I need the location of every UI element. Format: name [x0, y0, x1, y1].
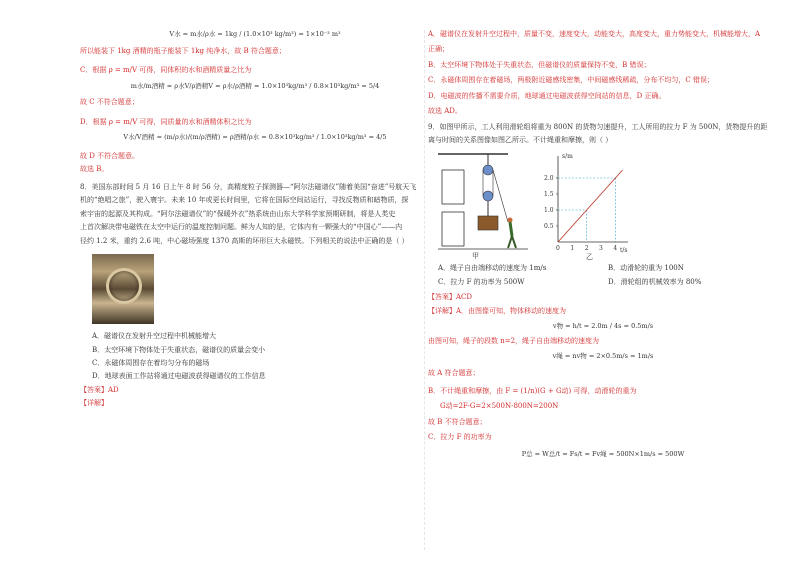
- equation-rope-speed: v绳 = nv物 = 2×0.5m/s = 1m/s: [552, 352, 654, 361]
- text-b-incorrect: 故 B 不符合题意；: [428, 417, 487, 426]
- q8-line-1: 8．美国东部时间 5 月 16 日上午 8 时 56 分，高精度粒子探测器—“阿尔法磁谱仪”随着美国“奋进”号航天飞: [80, 182, 417, 191]
- q8-line-3: 索宇宙的起源及其构成。“阿尔法磁谱仪”的“保暖外衣”热系统由山东大学科学家预期研制，将是人类史: [80, 209, 396, 218]
- right-column: [428, 30, 778, 459]
- equation-power: P总 = W总/t = Fs/t = Fv绳 = 500N×1m/s = 500W: [521, 450, 685, 459]
- text-d-head: D．根据 ρ = m/V 可得，同质量的水和酒精体积之比为: [80, 117, 252, 126]
- r-option-b: B．太空环境下物体处于失重状态，但磁谱仪的质量保持不变，B 错误；: [428, 60, 651, 69]
- x-tick-label: 2: [584, 244, 589, 252]
- text-a-correct: 故 A 符合题意；: [428, 369, 480, 378]
- y-axis-label: s/m: [562, 152, 573, 160]
- q8-option-c: C．永磁体周围存在着均匀分布的磁场: [92, 358, 210, 367]
- q9-line-2: 离与时间的关系图像如图乙所示。不计绳重和摩擦，则（ ）: [428, 136, 613, 145]
- answer-label: 【答案】AD: [80, 385, 119, 394]
- x-tick-label: 1: [570, 244, 575, 252]
- q8-line-2: 机的“绝唱之旅”，驶入寰宇。未来 10 年或更长时间里，它将在国际空间站运行，寻找反物质和暗物质，探: [80, 196, 409, 205]
- text-choose-b: 故选 B。: [80, 165, 109, 174]
- equation-water-volume: V水 = m水/ρ水 = 1kg / (1.0×10³ kg/m³) = 1×10⁻³ m³: [169, 30, 341, 38]
- r-option-d: D．电磁波的传播不需要介质，地球通过电磁波获得空间站的信息，D 正确。: [428, 91, 666, 100]
- q9-options: [438, 264, 778, 288]
- y-tick-label: 1.0: [544, 206, 554, 214]
- q8-option-a: A．磁谱仪在发射升空过程中机械能增大: [92, 332, 217, 341]
- text-b-head: B．不计绳重和摩擦，由 F = (1/n)(G + G动) 可得，动滑轮的重为: [428, 386, 637, 395]
- q9-option-d: D．滑轮组的机械效率为 80%: [608, 277, 702, 286]
- x-tick-label: 3: [599, 244, 603, 252]
- q8-option-d: D．地球表面工作站将通过电磁波获得磁谱仪的工作信息: [92, 372, 266, 381]
- x-tick-label: 4: [613, 244, 618, 252]
- pulley-system-figure: [438, 150, 528, 260]
- magnet-spectrometer-photo: [92, 254, 154, 324]
- explain-label: 【详解】: [80, 399, 108, 408]
- text-rope-segments: 由图可知，绳子的段数 n=2，绳子自由端移动的速度为: [428, 337, 600, 346]
- q8-line-4: 上首次解决带电磁铁在太空中运行的温度控制问题。鲜为人知的是，它体内有一颗强大的“中国心”——内: [80, 223, 403, 232]
- q9-option-c: C．拉力 F 的功率为 500W: [438, 277, 525, 286]
- x-tick-label: 0: [556, 244, 560, 252]
- y-tick-label: 0.5: [544, 222, 554, 230]
- figure-label-yi: 乙: [586, 252, 593, 260]
- y-tick-label: 2.0: [544, 174, 554, 182]
- text-d-conclusion: 故 D 不符合题意。: [80, 152, 140, 161]
- text-c-conclusion: 故 C 不符合题意；: [80, 98, 139, 107]
- q9-figures: [438, 150, 778, 260]
- r-option-c: C．永磁体周围存在着磁场，两极附近磁感线密集，中间磁感线稀疏，分布不均匀，C 错误；: [428, 76, 714, 85]
- q9-answer: 【答案】ACD: [428, 293, 473, 302]
- equation-object-speed: v物 = h/t = 2.0m / 4s = 0.5m/s: [552, 322, 654, 331]
- equation-pulley-weight: G动=2F-G=2×500N-800N=200N: [440, 402, 559, 411]
- equation-d-ratio: V水/V酒精 = (m/ρ水)/(m/ρ酒精) = ρ酒精/ρ水 = 0.8×10³kg/m³ / 1.0×10³kg/m³ = 4/5: [123, 133, 387, 142]
- r-option-a-cont: 正确；: [428, 45, 449, 54]
- distance-time-chart: [544, 150, 634, 260]
- y-tick-label: 1.5: [544, 190, 554, 198]
- q8-line-5: 径约 1.2 米，重约 2.6 吨，中心磁场强度 1370 高斯的环形巨大永磁铁。下列相关的说法中正确的是（ ）: [80, 236, 409, 245]
- q8-option-b: B．太空环境下物体处于失重状态，磁谱仪的质量会变小: [92, 345, 266, 354]
- r-choose-ad: 故选 AD。: [428, 107, 462, 116]
- equation-c-ratio: m水/m酒精 = ρ水V/ρ酒精V = ρ水/ρ酒精 = 1.0×10³kg/m³ / 0.8×10³kg/m³ = 5/4: [130, 81, 380, 90]
- q9-option-b: B．动滑轮的重为 100N: [608, 263, 684, 272]
- text-c-head: C．根据 ρ = m/V 可得，同体积的水和酒精质量之比为: [80, 66, 252, 75]
- series-line: [558, 170, 623, 242]
- r-option-a: A．磁谱仪在发射升空过程中，质量不变，速度变大，动能变大，高度变大，重力势能变大，机械能增大，A: [428, 30, 761, 38]
- q9-explain-a: 【详解】A．由图像可知，物体移动的速度为: [428, 306, 567, 315]
- text-c-power-head: C．拉力 F 的功率为: [428, 432, 492, 441]
- figure-label-jia: 甲: [472, 251, 479, 260]
- text-b-conclusion: 所以能装下 1kg 酒精的瓶子能装下 1kg 纯净水，故 B 符合题意；: [80, 46, 286, 55]
- x-axis-label: t/s: [620, 246, 628, 254]
- left-column: [80, 30, 430, 409]
- q9-option-a: A．绳子自由端移动的速度为 1m/s: [438, 263, 547, 272]
- q9-line-1: 9．如图甲所示，工人利用滑轮组将重为 800N 的货物匀速提升，工人所用的拉力 F 为 500N，货物提升的距: [428, 122, 768, 131]
